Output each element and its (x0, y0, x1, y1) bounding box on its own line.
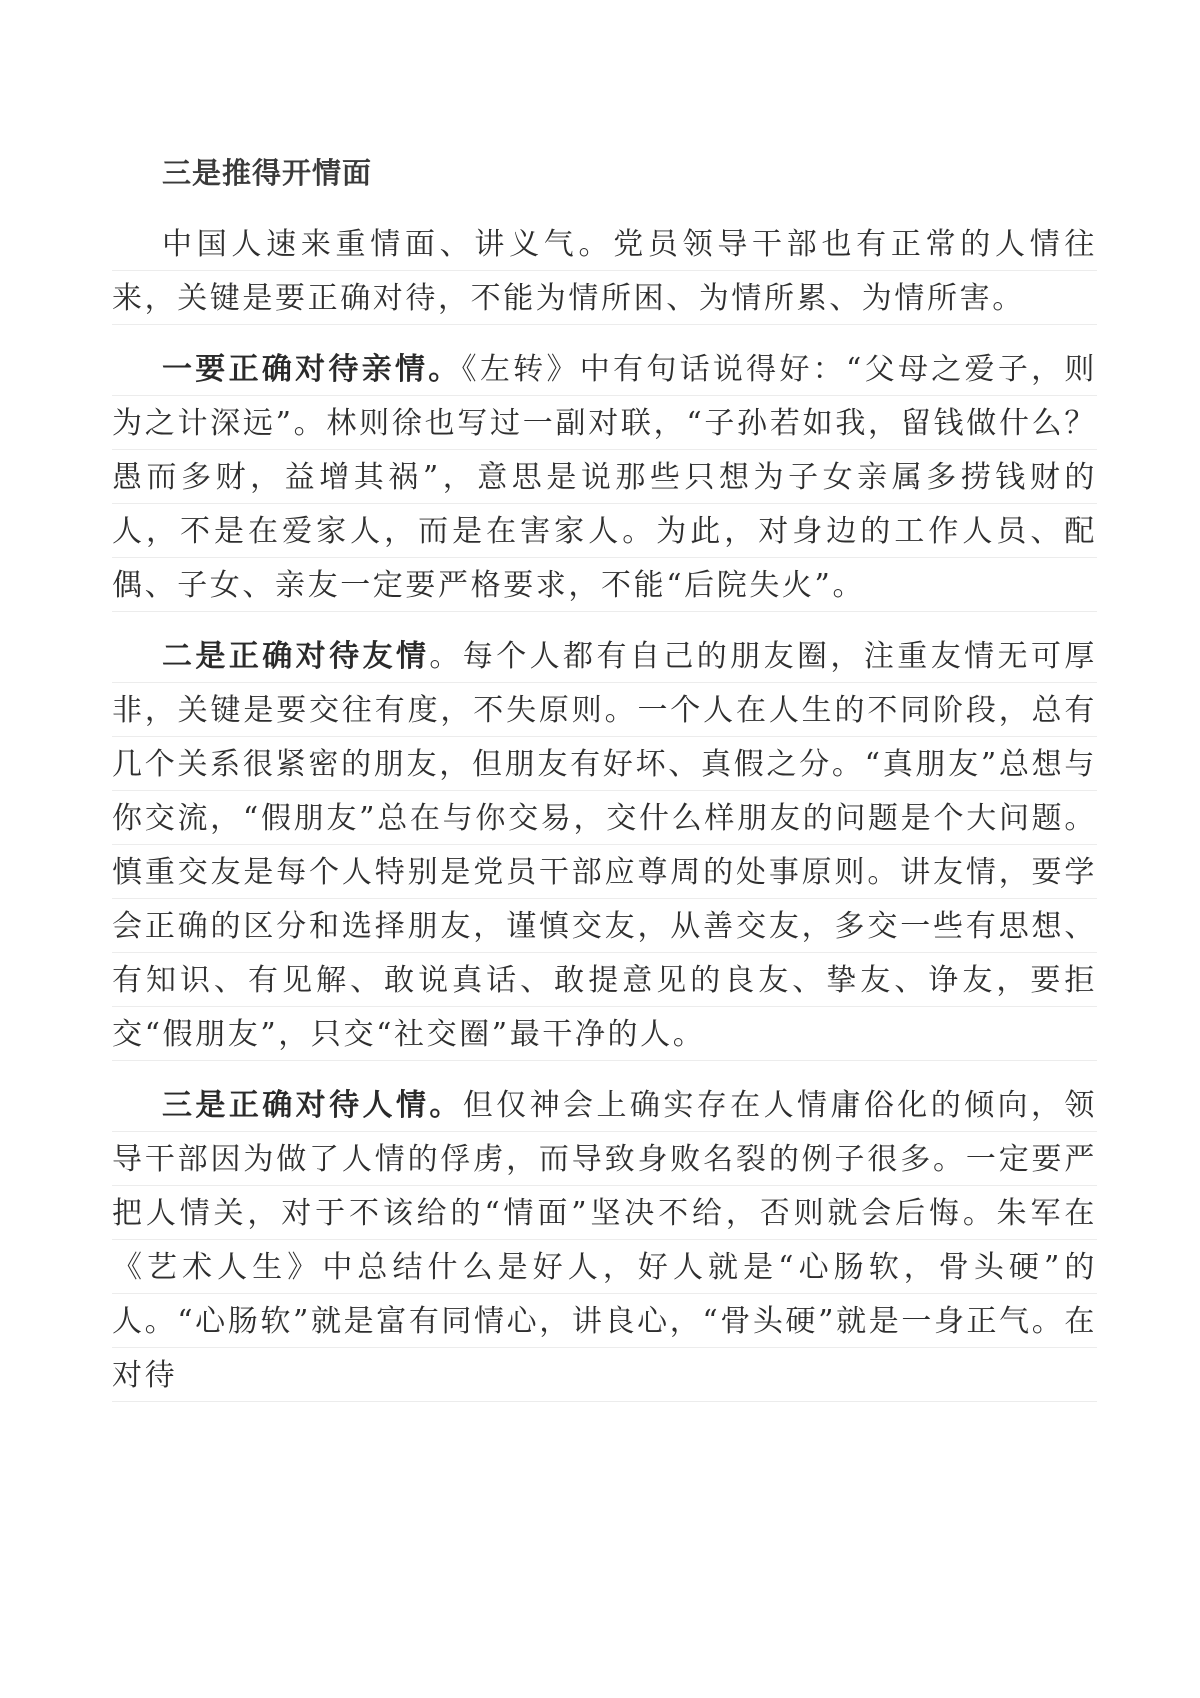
paragraph-favors-lead: 三是正确对待人情。 (162, 1088, 463, 1123)
paragraph-favors (112, 1079, 1097, 1403)
document-body (112, 140, 1097, 1420)
paragraph-favors-text: 但仅神会上确实存在人情庸俗化的倾向，领导干部因为做了人情的俘虏，而导致身败名裂的例子很多。一定要严把人情关，对于不该给的“情面”坚决不给，否则就会后悔。朱军在《艺术人生》中总结什么是好人，好人就是“心肠软，骨头硬”的人。“心肠软”就是富有同情心，讲良心，“骨头硬”就是一身正气。在对待 (112, 1088, 1097, 1393)
paragraph-family-lead: 一要正确对待亲情。 (162, 352, 462, 387)
intro-paragraph: 中国人速来重情面、讲义气。党员领导干部也有正常的人情往来，关键是要正确对待，不能为情所困、为情所累、为情所害。 (112, 218, 1097, 326)
paragraph-family-text: 《左转》中有句话说得好：“父母之爱子，则为之计深远”。林则徐也写过一副对联，“子孙若如我，留钱做什么？愚而多财，益增其祸”，意思是说那些只想为子女亲属多捞钱财的人，不是在爱家人，而是在害家人。为此，对身边的工作人员、配偶、子女、亲友一定要严格要求，不能“后院失火”。 (112, 352, 1097, 603)
paragraph-family (112, 343, 1097, 613)
paragraph-friendship (112, 630, 1097, 1062)
paragraph-friendship-lead: 二是正确对待友情 (162, 639, 430, 674)
section-heading: 三是推得开情面 (162, 156, 373, 190)
paragraph-friendship-text: 。每个人都有自己的朋友圈，注重友情无可厚非，关键是要交往有度，不失原则。一个人在人生的不同阶段，总有几个关系很紧密的朋友，但朋友有好坏、真假之分。“真朋友”总想与你交流，“假朋友”总在与你交易，交什么样朋友的问题是个大问题。慎重交友是每个人特别是党员干部应尊周的处事原则。讲友情，要学会正确的区分和选择朋友，谨慎交友，从善交友，多交一些有思想、有知识、有见解、敢说真话、敢提意见的良友、挚友、诤友，要拒交“假朋友”，只交“社交圈”最干净的人。 (112, 639, 1097, 1052)
